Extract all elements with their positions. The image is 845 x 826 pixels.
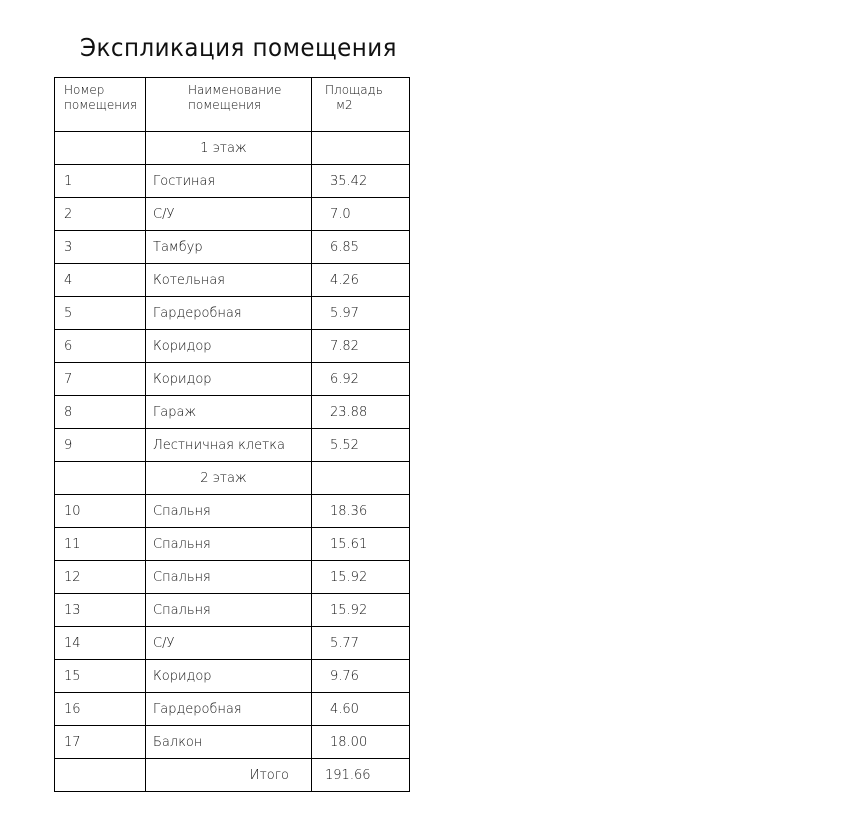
floor-empty-cell — [312, 132, 410, 165]
header-name — [146, 78, 312, 132]
floor-empty-cell — [312, 462, 410, 495]
room-number-cell: 10 — [55, 495, 146, 528]
room-name-cell: Тамбур — [146, 231, 312, 264]
room-name-cell: Коридор — [146, 363, 312, 396]
room-number-cell: 7 — [55, 363, 146, 396]
room-schedule-table — [54, 77, 410, 792]
room-number-cell: 9 — [55, 429, 146, 462]
table-row — [55, 264, 410, 297]
floor-empty-cell — [55, 462, 146, 495]
room-name-cell: Котельная — [146, 264, 312, 297]
room-area-cell: 18.36 — [312, 495, 410, 528]
room-area-cell: 6.92 — [312, 363, 410, 396]
room-number-cell: 16 — [55, 693, 146, 726]
table-row — [55, 396, 410, 429]
table-row — [55, 198, 410, 231]
total-row — [55, 759, 410, 792]
floor-row-1 — [55, 132, 410, 165]
room-number-cell: 11 — [55, 528, 146, 561]
room-number-cell: 12 — [55, 561, 146, 594]
room-number-cell: 13 — [55, 594, 146, 627]
header-number-line1: Номер — [64, 83, 105, 97]
table-row — [55, 165, 410, 198]
header-area-line2: м2 — [336, 98, 353, 112]
room-number-cell: 2 — [55, 198, 146, 231]
room-area-cell: 5.77 — [312, 627, 410, 660]
table-row — [55, 495, 410, 528]
room-name-cell: Гостиная — [146, 165, 312, 198]
room-area-cell: 9.76 — [312, 660, 410, 693]
room-name-cell: Гардеробная — [146, 693, 312, 726]
floor-label: 2 этаж — [146, 462, 312, 495]
table-row — [55, 627, 410, 660]
table-row — [55, 297, 410, 330]
room-name-cell: Балкон — [146, 726, 312, 759]
room-number-cell: 4 — [55, 264, 146, 297]
room-name-cell: Гардеробная — [146, 297, 312, 330]
floor-label: 1 этаж — [146, 132, 312, 165]
table-header-row — [55, 78, 410, 132]
header-name-line2: помещения — [188, 98, 262, 112]
room-area-cell: 5.52 — [312, 429, 410, 462]
header-area-line1: Площадь — [325, 83, 383, 97]
table-row — [55, 330, 410, 363]
header-number-line2: помещения — [64, 98, 138, 112]
room-area-cell: 6.85 — [312, 231, 410, 264]
room-number-cell: 5 — [55, 297, 146, 330]
room-area-cell: 15.92 — [312, 561, 410, 594]
table-row — [55, 363, 410, 396]
page-title: Экспликация помещения — [80, 33, 397, 62]
room-name-cell: Лестничная клетка — [146, 429, 312, 462]
table-row — [55, 528, 410, 561]
room-number-cell: 8 — [55, 396, 146, 429]
room-name-cell: Спальня — [146, 528, 312, 561]
room-area-cell: 4.26 — [312, 264, 410, 297]
room-area-cell: 18.00 — [312, 726, 410, 759]
room-name-cell: Спальня — [146, 495, 312, 528]
total-empty-cell — [55, 759, 146, 792]
header-number — [55, 78, 146, 132]
room-area-cell: 15.92 — [312, 594, 410, 627]
total-value: 191.66 — [312, 759, 410, 792]
table-row — [55, 726, 410, 759]
room-name-cell: С/У — [146, 198, 312, 231]
total-label: Итого — [146, 759, 312, 792]
room-name-cell: Спальня — [146, 561, 312, 594]
room-area-cell: 15.61 — [312, 528, 410, 561]
table-row — [55, 561, 410, 594]
room-number-cell: 3 — [55, 231, 146, 264]
room-name-cell: С/У — [146, 627, 312, 660]
room-name-cell: Спальня — [146, 594, 312, 627]
room-area-cell: 35.42 — [312, 165, 410, 198]
room-area-cell: 7.0 — [312, 198, 410, 231]
room-number-cell: 1 — [55, 165, 146, 198]
room-name-cell: Коридор — [146, 660, 312, 693]
header-area — [312, 78, 410, 132]
table-row — [55, 693, 410, 726]
room-area-cell: 4.60 — [312, 693, 410, 726]
room-number-cell: 15 — [55, 660, 146, 693]
room-number-cell: 6 — [55, 330, 146, 363]
table-row — [55, 429, 410, 462]
floor-empty-cell — [55, 132, 146, 165]
header-name-line1: Наименование — [188, 83, 282, 97]
room-area-cell: 23.88 — [312, 396, 410, 429]
room-area-cell: 5.97 — [312, 297, 410, 330]
room-area-cell: 7.82 — [312, 330, 410, 363]
table-row — [55, 594, 410, 627]
table-row — [55, 231, 410, 264]
floor-row-2 — [55, 462, 410, 495]
room-name-cell: Гараж — [146, 396, 312, 429]
room-number-cell: 14 — [55, 627, 146, 660]
room-number-cell: 17 — [55, 726, 146, 759]
table-row — [55, 660, 410, 693]
room-name-cell: Коридор — [146, 330, 312, 363]
